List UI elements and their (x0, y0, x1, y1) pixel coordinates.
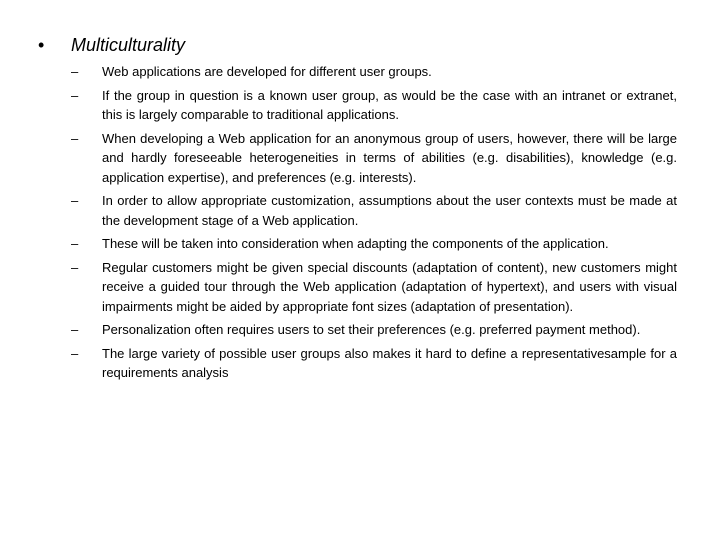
sub-point (71, 344, 677, 383)
sub-point-text: Personalization often requires users to set their preferences (e.g. preferred payment method). (102, 322, 641, 337)
sub-point-text: The large variety of possible user groups also makes it hard to define a representativesample for a requirements analysis (102, 345, 677, 380)
sub-point (71, 62, 677, 82)
sub-point-text: If the group in question is a known user group, as would be the case with an intranet or extranet, this is largely comparable to traditional applications. (102, 87, 677, 122)
dash-bullet-icon: – (71, 64, 79, 79)
sub-point (71, 129, 677, 188)
sub-point-text: These will be taken into consideration when adapting the components of the application. (102, 236, 609, 251)
sub-point (71, 320, 677, 340)
sub-point-text: Web applications are developed for different user groups. (102, 64, 432, 79)
slide-heading: Multiculturality (71, 35, 186, 55)
dash-bullet-icon: – (71, 130, 79, 146)
dash-bullet-icon: – (71, 322, 79, 337)
sub-point (71, 234, 677, 254)
sub-point (71, 86, 677, 125)
sub-point (71, 191, 677, 230)
dash-bullet-icon: – (71, 87, 79, 103)
sub-point (71, 258, 677, 317)
sub-point-text: In order to allow appropriate customization, assumptions about the user contexts must be made at the development stage of a Web application. (102, 193, 677, 228)
dash-bullet-icon: – (71, 193, 79, 208)
dash-bullet-icon: – (71, 259, 79, 275)
sub-point-text: Regular customers might be given special discounts (adaptation of content), new customers might receive a guided tour through the Web application (adaptation of hypertext), and users with visual impairments might be aided by appropriate font sizes (adaptation of presentation). (102, 259, 677, 314)
dash-bullet-icon: – (71, 345, 79, 361)
sub-point-text: When developing a Web application for an anonymous group of users, however, there will be large and hardly foreseeable heterogeneities in terms of abilities (e.g. disabilities), knowledge (e.g. application expertise), and preferences (e.g. interests). (102, 130, 677, 185)
bullet-dot-icon: • (38, 35, 45, 55)
dash-bullet-icon: – (71, 236, 79, 251)
sub-point-list (71, 62, 677, 387)
